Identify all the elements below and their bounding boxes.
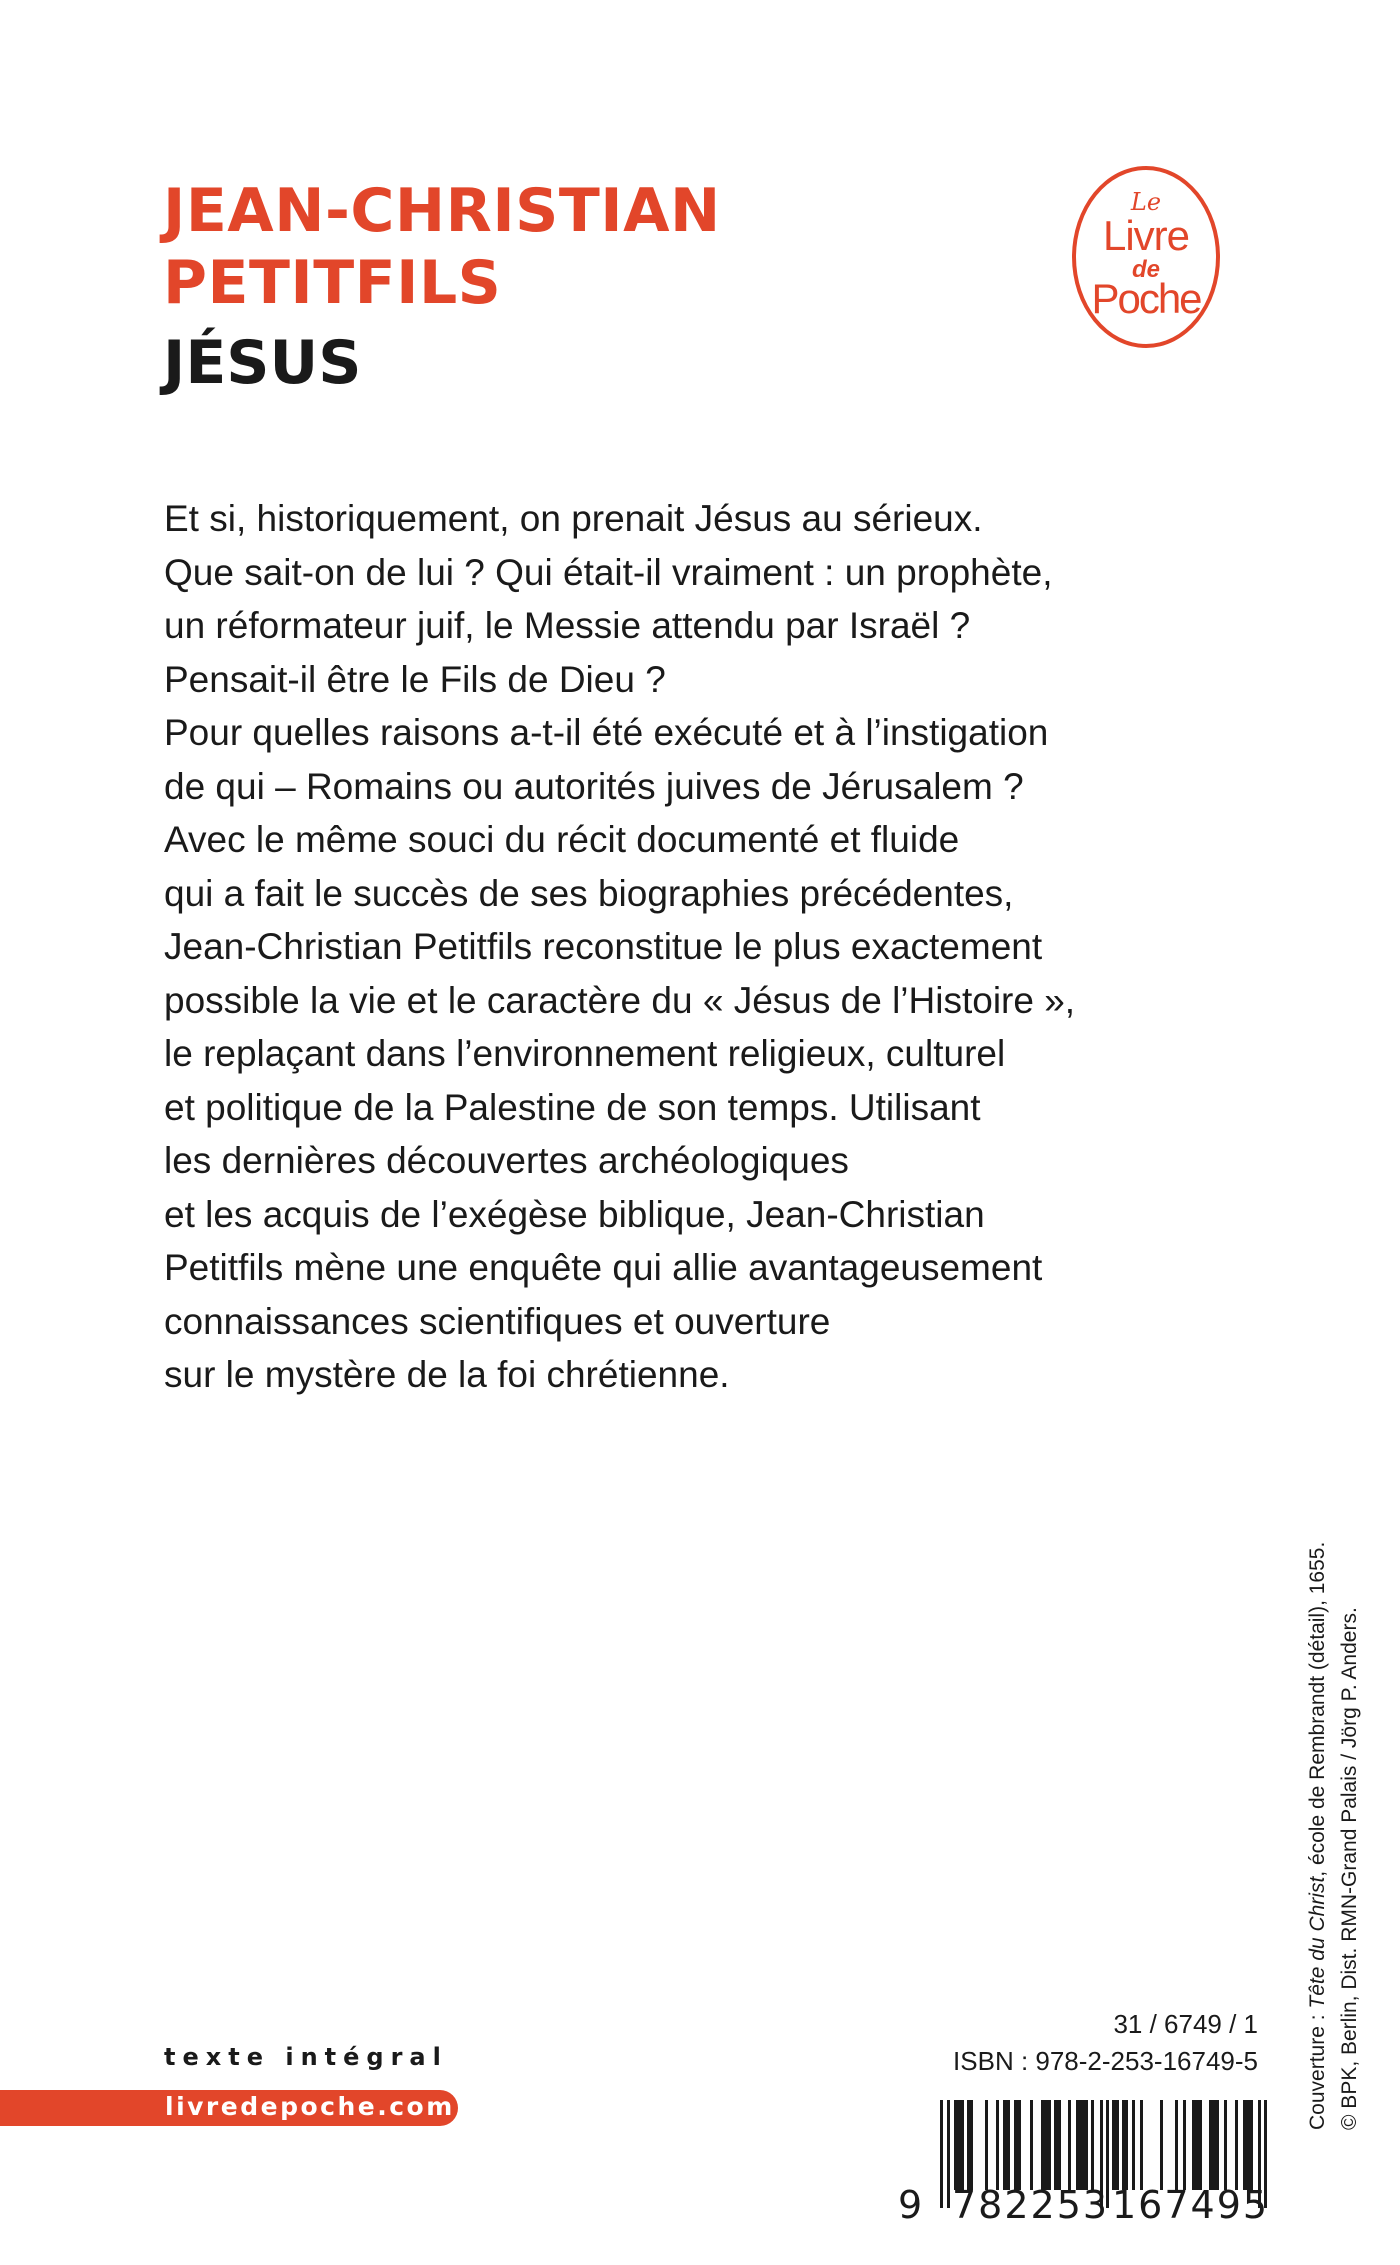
blurb-line: Avec le même souci du récit documenté et fluide: [164, 819, 960, 860]
isbn: ISBN : 978-2-253-16749-5: [953, 2046, 1258, 2076]
barcode-bars-icon: [890, 2090, 1270, 2220]
blurb-line: les dernières découvertes archéologiques: [164, 1140, 849, 1181]
back-cover-blurb: [164, 492, 1264, 1402]
author-last-name: PETITFILS: [163, 248, 502, 318]
barcode-right-group: 167495: [1112, 2183, 1270, 2220]
blurb-line: Pensait-il être le Fils de Dieu ?: [164, 658, 666, 700]
blurb-line: Que sait-on de lui ? Qui était-il vraiment : un prophète,: [164, 551, 1053, 593]
catalog-reference: 31 / 6749 / 1: [1113, 2009, 1258, 2039]
blurb-line: un réformateur juif, le Messie attendu par Israël ?: [164, 605, 971, 646]
blurb-line: Pour quelles raisons a-t-il été exécuté et à l’instigation: [164, 712, 1049, 753]
credit-artwork-title: Tête du Christ: [1306, 1876, 1329, 2009]
blurb-line: connaissances scientifiques et ouverture: [164, 1300, 831, 1342]
blurb-line: de qui – Romains ou autorités juives de Jérusalem ?: [164, 765, 1024, 807]
blurb-line: et politique de la Palestine de son temps. Utilisant: [164, 1086, 981, 1128]
blurb-line: sur le mystère de la foi chrétienne.: [164, 1354, 730, 1395]
logo-de: de: [1131, 256, 1160, 283]
edition-note: texte intégral: [164, 2043, 448, 2071]
cover-credit: [1302, 1542, 1366, 2130]
blurb-line: qui a fait le succès de ses biographies précédentes,: [164, 872, 1014, 914]
barcode: [890, 2090, 1270, 2220]
barcode-left-group: 782253: [952, 2183, 1110, 2220]
logo-le: Le: [1130, 188, 1162, 216]
credit-line-2: © BPK, Berlin, Dist. RMN-Grand Palais / Jörg P. Anders.: [1338, 1607, 1361, 2130]
publisher-logo: [1072, 166, 1220, 348]
blurb-line: Et si, historiquement, on prenait Jésus au sérieux.: [164, 498, 983, 539]
book-title: JÉSUS: [163, 328, 362, 398]
blurb-line: possible la vie et le caractère du « Jésus de l’Histoire »,: [164, 979, 1076, 1021]
barcode-lead-digit: 9: [898, 2183, 923, 2220]
credit-line-1: [1302, 1542, 1334, 2130]
credit-prefix: Couverture :: [1306, 2008, 1329, 2130]
author-first-name: JEAN-CHRISTIAN: [163, 176, 721, 246]
logo-livre: Livre: [1102, 212, 1190, 259]
website-link[interactable]: [0, 2090, 458, 2126]
blurb-line: et les acquis de l’exégèse biblique, Jean-Christian: [164, 1193, 985, 1235]
blurb-line: Petitfils mène une enquête qui allie avantageusement: [164, 1247, 1043, 1288]
credit-artwork-details: , école de Rembrandt (détail), 1655.: [1306, 1541, 1329, 1877]
logo-poche: Poche: [1091, 275, 1201, 322]
author-name: [163, 175, 721, 319]
blurb-line: Jean-Christian Petitfils reconstitue le plus exactement: [164, 926, 1043, 967]
reference-codes: [953, 2006, 1258, 2080]
blurb-line: le replaçant dans l’environnement religieux, culturel: [164, 1033, 1006, 1074]
website-label: livredepoche.com: [165, 2092, 455, 2121]
